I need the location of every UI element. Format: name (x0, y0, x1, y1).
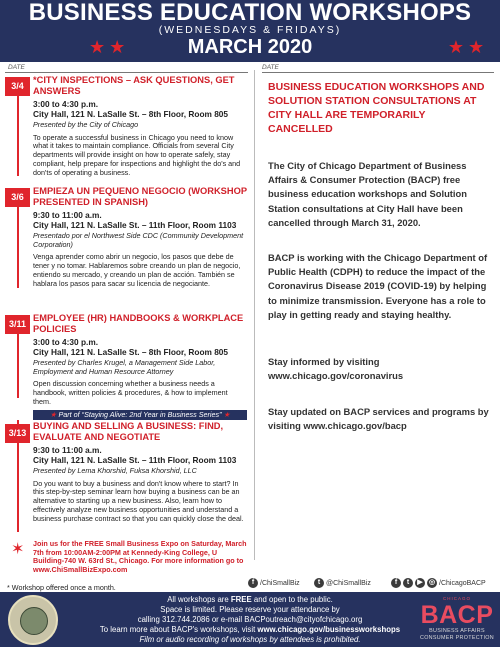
timeline-line (17, 96, 19, 176)
timeline-line (17, 328, 19, 398)
event-presenter: Presented by Lema Khorshid, Fuksa Khorshid, LLC (33, 466, 197, 475)
event-presenter: Presented by the City of Chicago (33, 120, 139, 129)
event-title: BUYING AND SELLING A BUSINESS: FIND, EVALUATE AND NEGOTIATE (33, 421, 224, 442)
series-label: Part of “Staying Alive: 2nd Year in Business Series” (58, 409, 222, 419)
date-badge: 3/6 (5, 188, 30, 207)
notice-paragraph: BACP is working with the Chicago Department of Public Health (CDPH) to reduce the impact of the Coronavirus Disease 2019 (COVID-19) by helping to minimize transmission. Everyone has a role to play in getting ready and staying healthy. (268, 252, 488, 320)
cancellation-notice-title: BUSINESS EDUCATION WORKSHOPS AND SOLUTION STATION CONSULTATIONS AT CITY HALL ARE TEMPORARILY CANCELLED (268, 81, 485, 135)
date-rule-left (5, 72, 248, 73)
event-title: *CITY INSPECTIONS – ASK QUESTIONS, GET ANSWERS (33, 75, 235, 96)
event-location: City Hall, 121 N. LaSalle St. – 11th Floor, Room 1103 (33, 220, 237, 230)
notice-paragraph: The City of Chicago Department of Business Affairs & Consumer Protection (BACP) free business education workshops and Solution Station consultations at City Hall have been cancelled through March 31, 2020. (268, 160, 467, 228)
date-badge: 3/4 (5, 77, 30, 96)
footer-text (80, 595, 420, 645)
footer-line: Film or audio recording of workshops by attendees is prohibited. (139, 635, 361, 644)
social-handle: /ChiSmallBiz (260, 579, 300, 587)
social-twitter[interactable] (314, 578, 371, 588)
page-header (0, 0, 500, 62)
date-rule-right (262, 72, 494, 73)
social-bacp[interactable] (391, 578, 486, 588)
series-banner (33, 410, 247, 421)
social-facebook[interactable] (248, 578, 300, 588)
event-location: City Hall, 121 N. LaSalle St. – 11th Floor, Room 1103 (33, 455, 237, 465)
event-location: City Hall, 121 N. LaSalle St. – 8th Floor, Room 805 (33, 109, 229, 119)
event-title: EMPIEZA UN PEQUENO NEGOCIO (WORKSHOP PRESENTED IN SPANISH) (33, 186, 247, 207)
event-description: Do you want to buy a business and don't know where to start? In this step-by-step seminar learn how buying a business can be an alternative to starting up a new business. Also, learn how to effectively analyze new business opportunities and understand a business purchase contract so that you can quickly close the deal. (33, 478, 244, 523)
event-description: To operate a successful business in Chicago you need to know what it takes to maintain compliance. Officials from several City departments will provide insight on how to operate safely, stay compliant, help prepare for inspections and highlight the do's and don'ts of operating a business. (33, 132, 241, 177)
event-location: City Hall, 121 N. LaSalle St. – 8th Floor, Room 805 (33, 347, 229, 357)
youtube-icon: ▶ (415, 578, 425, 588)
timeline-line (17, 200, 19, 288)
chicago-stars-left: ★★ (89, 37, 130, 57)
city-seal-icon (8, 595, 58, 645)
event-city-inspections (33, 75, 247, 177)
event-time: 3:00 to 4:30 p.m. (33, 99, 99, 109)
footer-line: All workshops are (167, 595, 231, 604)
bacp-logo-word: BACP (420, 601, 494, 629)
star-icon: ✶ (11, 541, 25, 558)
event-hr-handbooks (33, 313, 247, 420)
date-badge: 3/13 (5, 424, 30, 443)
event-presenter: Presentado por el Northwest Side CDC (Community Development Corporation) (33, 231, 244, 249)
footer-line: To learn more about BACP's workshops, visit (99, 625, 258, 634)
event-description: Venga aprender como abrir un negocio, los pasos que debe de tener y no tomar. Hablaremos sobre creando un plan de negocio, entiendo su mercado, y creando un plan de acción. También se hablara los pasos para sacar su licencia de negociante. (33, 252, 241, 288)
event-description: Open discussion concerning whether a business needs a handbook, written policies & procedures, & how to implement them. (33, 379, 228, 406)
event-presenter: Presented by Charles Krugel, a Management Side Labor, Employment and Human Resource Attorney (33, 358, 216, 376)
bacp-logo-sub: CONSUMER PROTECTION (420, 634, 494, 641)
twitter-icon: t (314, 578, 324, 588)
facebook-icon: f (248, 578, 258, 588)
bacp-logo (418, 596, 496, 644)
footer-line: and open to the public. (251, 595, 333, 604)
footnote: * Workshop offered once a month. (7, 583, 116, 592)
footer-link[interactable]: www.chicago.gov/businessworkshops (257, 625, 401, 634)
event-title: EMPLOYEE (HR) HANDBOOKS & WORKPLACE POLICIES (33, 313, 244, 334)
notice-paragraph: Stay updated on BACP services and programs by visiting www.chicago.gov/bacp (268, 406, 489, 432)
star-icon: ★ (50, 409, 57, 419)
page-footer (0, 592, 500, 647)
footer-line: Space is limited. Please reserve your attendance by (160, 605, 340, 614)
page-month: MARCH 2020 (187, 36, 313, 58)
notice-paragraph: Stay informed by visiting www.chicago.gov/coronavirus (268, 356, 404, 382)
event-time: 9:30 to 11:00 a.m. (33, 210, 102, 220)
bacp-logo-top: CHICAGO (442, 596, 471, 601)
twitter-icon: t (403, 578, 413, 588)
page-title: BUSINESS EDUCATION WORKSHOPS (28, 0, 472, 26)
page-subtitle: (WEDNESDAYS & FRIDAYS) (158, 24, 342, 36)
chicago-stars-right: ★★ (447, 37, 489, 57)
column-divider (254, 70, 255, 560)
event-time: 3:00 to 4:30 p.m. (33, 337, 99, 347)
date-column-label-right: DATE (262, 64, 279, 71)
expo-announcement: Join us for the FREE Small Business Expo on Saturday, March 7th from 10:00AM-2:00PM at Kennedy-King College, U Building-740 W. 63rd St., Chicago. For more information go to www.ChiSmallBizExpo.com (33, 539, 247, 575)
event-buying-selling (33, 421, 247, 523)
footer-free: FREE (230, 595, 252, 604)
event-empieza-negocio (33, 186, 247, 288)
bacp-logo-sub: BUSINESS AFFAIRS (429, 628, 485, 634)
star-icon: ★ (223, 409, 230, 419)
social-handle: @ChiSmallBiz (326, 579, 371, 587)
facebook-icon: f (391, 578, 401, 588)
instagram-icon: ◎ (428, 579, 436, 586)
event-time: 9:30 to 11:00 a.m. (33, 445, 102, 455)
social-handle: /ChicagoBACP (439, 579, 486, 587)
footer-contact[interactable]: calling 312.744.2086 or e-mail BACPoutreach@cityofchicago.org (137, 615, 363, 624)
date-column-label-left: DATE (8, 64, 25, 71)
date-badge: 3/11 (5, 315, 30, 334)
